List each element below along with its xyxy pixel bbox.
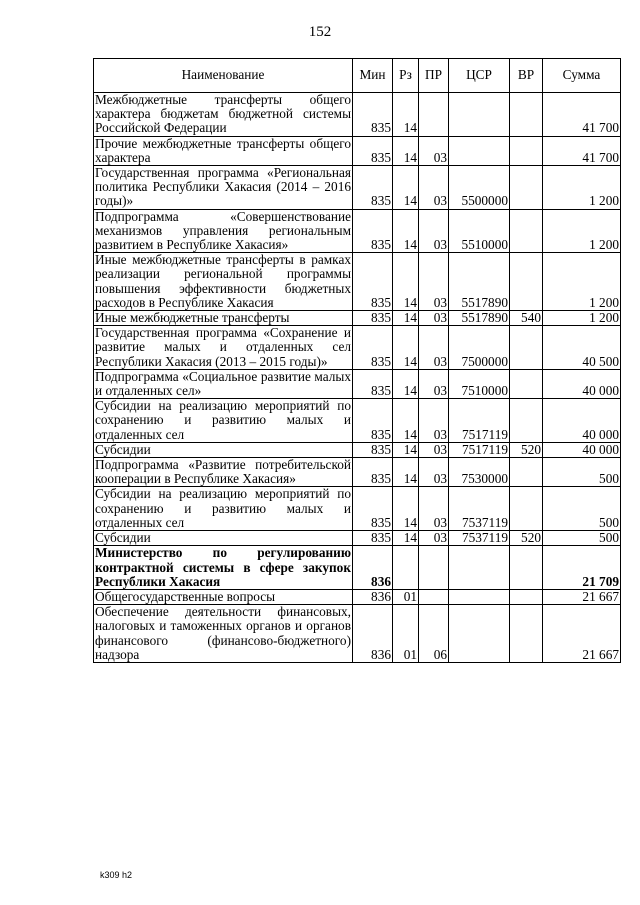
cell-rz: 14 [393, 209, 419, 253]
cell-name: Субсидии [94, 442, 353, 457]
header-vr: ВР [510, 59, 543, 93]
table-body [94, 93, 621, 663]
cell-min: 835 [353, 369, 393, 398]
cell-csr [449, 136, 510, 165]
cell-min: 835 [353, 93, 393, 137]
cell-sum: 1 200 [543, 166, 621, 210]
cell-sum: 40 000 [543, 369, 621, 398]
cell-rz: 14 [393, 93, 419, 137]
table-header-row [94, 59, 621, 93]
cell-vr [510, 589, 543, 604]
cell-vr [510, 399, 543, 443]
cell-name: Подпрограмма «Развитие потребительской кооперации в Республике Хакасия» [95, 457, 351, 487]
cell-vr: 520 [510, 442, 543, 457]
cell-pr: 03 [419, 326, 449, 370]
table-row [94, 605, 621, 663]
cell-min: 835 [353, 166, 393, 210]
cell-rz: 14 [393, 531, 419, 546]
cell-csr: 7510000 [449, 369, 510, 398]
table-row [94, 487, 621, 531]
cell-rz: 14 [393, 369, 419, 398]
cell-name: Государственная программа «Региональная политика Республики Хакасия (2014 – 2016 годы)» [95, 165, 351, 209]
cell-vr [510, 93, 543, 137]
cell-sum: 500 [543, 487, 621, 531]
table-row [94, 326, 621, 370]
cell-name: Иные межбюджетные трансферты [94, 311, 353, 326]
cell-csr: 7537119 [449, 487, 510, 531]
cell-sum: 1 200 [543, 253, 621, 311]
cell-vr: 540 [510, 311, 543, 326]
cell-pr: 03 [419, 487, 449, 531]
cell-sum: 40 000 [543, 399, 621, 443]
cell-csr [449, 93, 510, 137]
cell-sum: 40 500 [543, 326, 621, 370]
cell-pr: 03 [419, 399, 449, 443]
cell-vr [510, 546, 543, 590]
header-rz: Рз [393, 59, 419, 93]
cell-sum: 21 709 [543, 546, 621, 590]
table-row [94, 209, 621, 253]
cell-csr [449, 605, 510, 663]
table-row [94, 458, 621, 487]
cell-min: 835 [353, 326, 393, 370]
cell-vr [510, 605, 543, 663]
cell-name: Общегосударственные вопросы [94, 589, 353, 604]
cell-rz [393, 546, 419, 590]
cell-sum: 500 [543, 458, 621, 487]
header-min: Мин [353, 59, 393, 93]
cell-pr [419, 546, 449, 590]
cell-rz: 14 [393, 253, 419, 311]
cell-vr [510, 487, 543, 531]
cell-csr: 7500000 [449, 326, 510, 370]
cell-rz: 14 [393, 442, 419, 457]
cell-csr: 7537119 [449, 531, 510, 546]
cell-pr: 03 [419, 531, 449, 546]
cell-rz: 14 [393, 326, 419, 370]
cell-pr: 03 [419, 311, 449, 326]
cell-rz: 14 [393, 458, 419, 487]
page-number: 152 [308, 24, 332, 40]
cell-sum: 41 700 [543, 93, 621, 137]
cell-min: 835 [353, 311, 393, 326]
cell-min: 835 [353, 399, 393, 443]
table-row [94, 166, 621, 210]
cell-sum: 21 667 [543, 605, 621, 663]
cell-pr: 06 [419, 605, 449, 663]
table-row [94, 546, 621, 590]
cell-csr [449, 546, 510, 590]
cell-name: Государственная программа «Сохранение и развитие малых и отдаленных сел Республики Хакасия (2013 – 2015 годы)» [95, 325, 351, 369]
cell-name: Межбюджетные трансферты общего характера бюджетам бюджетной системы Российской Федерации [95, 92, 351, 136]
cell-csr: 7530000 [449, 458, 510, 487]
budget-table [93, 58, 621, 663]
cell-csr: 5517890 [449, 311, 510, 326]
table-row [94, 311, 621, 326]
cell-pr [419, 589, 449, 604]
cell-sum: 41 700 [543, 136, 621, 165]
cell-min: 836 [353, 605, 393, 663]
cell-vr [510, 253, 543, 311]
cell-pr: 03 [419, 369, 449, 398]
cell-sum: 1 200 [543, 209, 621, 253]
cell-vr [510, 136, 543, 165]
cell-pr: 03 [419, 442, 449, 457]
cell-pr: 03 [419, 136, 449, 165]
cell-name: Министерство по регулированию контрактной системы в сфере закупок Республики Хакасия [95, 545, 351, 589]
cell-sum: 500 [543, 531, 621, 546]
cell-pr: 03 [419, 458, 449, 487]
cell-rz: 01 [393, 605, 419, 663]
cell-vr [510, 209, 543, 253]
table-row [94, 442, 621, 457]
cell-rz: 14 [393, 311, 419, 326]
table-row [94, 369, 621, 398]
cell-vr: 520 [510, 531, 543, 546]
cell-name: Обеспечение деятельности финансовых, налоговых и таможенных органов и органов финансового (финансово-бюджетного) надзора [95, 604, 351, 662]
cell-min: 835 [353, 442, 393, 457]
header-csr: ЦСР [449, 59, 510, 93]
cell-rz: 14 [393, 166, 419, 210]
cell-csr: 5510000 [449, 209, 510, 253]
cell-name: Прочие межбюджетные трансферты общего характера [95, 135, 351, 165]
cell-min: 836 [353, 546, 393, 590]
cell-pr: 03 [419, 253, 449, 311]
cell-min: 835 [353, 458, 393, 487]
cell-csr: 5500000 [449, 166, 510, 210]
cell-rz: 14 [393, 399, 419, 443]
cell-rz: 14 [393, 487, 419, 531]
cell-name: Подпрограмма «Совершенствование механизмов управления региональным развитием в Республике Хакасия» [95, 208, 351, 253]
cell-rz: 01 [393, 589, 419, 604]
cell-vr [510, 166, 543, 210]
cell-csr: 5517890 [449, 253, 510, 311]
cell-min: 836 [353, 589, 393, 604]
table-row [94, 93, 621, 137]
cell-sum: 40 000 [543, 442, 621, 457]
cell-csr [449, 589, 510, 604]
cell-rz: 14 [393, 136, 419, 165]
cell-csr: 7517119 [449, 442, 510, 457]
cell-csr: 7517119 [449, 399, 510, 443]
cell-vr [510, 458, 543, 487]
cell-sum: 1 200 [543, 311, 621, 326]
cell-pr [419, 93, 449, 137]
cell-pr: 03 [419, 166, 449, 210]
cell-min: 835 [353, 531, 393, 546]
cell-min: 835 [353, 487, 393, 531]
cell-vr [510, 326, 543, 370]
cell-min: 835 [353, 136, 393, 165]
cell-vr [510, 369, 543, 398]
cell-name: Субсидии [94, 531, 353, 546]
table-row [94, 531, 621, 546]
cell-name: Субсидии на реализацию мероприятий по сохранению и развитию малых и отдаленных сел [95, 398, 351, 442]
cell-min: 835 [353, 253, 393, 311]
footer-code: k309 h2 [100, 870, 133, 880]
cell-name: Субсидии на реализацию мероприятий по сохранению и развитию малых и отдаленных сел [95, 486, 351, 530]
cell-name: Иные межбюджетные трансферты в рамках реализации региональной программы повышения эффективности бюджетных расходов в Республике Хакасия [95, 252, 351, 310]
header-sum: Сумма [543, 59, 621, 93]
cell-pr: 03 [419, 209, 449, 253]
table-row [94, 136, 621, 165]
cell-name: Подпрограмма «Социальное развитие малых и отдаленных сел» [95, 368, 351, 399]
table-row [94, 253, 621, 311]
cell-min: 835 [353, 209, 393, 253]
table-row [94, 589, 621, 604]
table-row [94, 399, 621, 443]
cell-sum: 21 667 [543, 589, 621, 604]
header-pr: ПР [419, 59, 449, 93]
header-name: Наименование [94, 59, 353, 93]
